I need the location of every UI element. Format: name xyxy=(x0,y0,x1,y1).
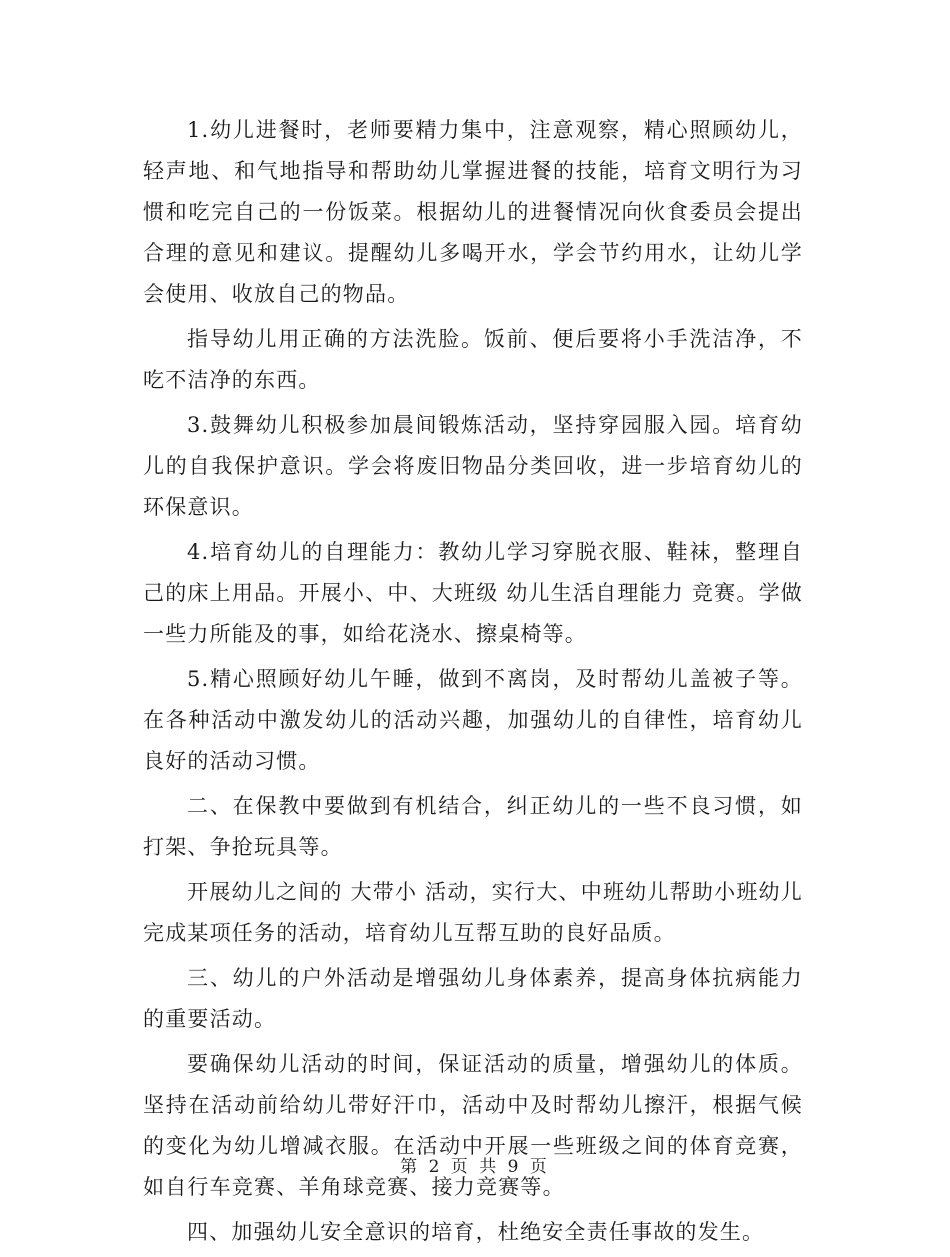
paragraph-self-care: 4.培育幼儿的自理能力：教幼儿学习穿脱衣服、鞋袜，整理自己的床上用品。开展小、中、大班级 幼儿生活自理能力 竞赛。学做一些力所能及的事，如给花浇水、擦桌椅等。 xyxy=(143,540,803,646)
paragraph-morning-exercise: 3.鼓舞幼儿积极参加晨间锻炼活动，坚持穿园服入园。培育幼儿的自我保护意识。学会将废旧物品分类回收，进一步培育幼儿的环保意识。 xyxy=(143,413,803,519)
paragraph-big-help-small: 开展幼儿之间的 大带小 活动，实行大、中班幼儿帮助小班幼儿完成某项任务的活动，培育幼儿互帮互助的良好品质。 xyxy=(143,880,803,945)
paragraph-meal-guidance: 1.幼儿进餐时，老师要精力集中，注意观察，精心照顾幼儿，轻声地、和气地指导和帮助幼儿掌握进餐的技能，培育文明行为习惯和吃完自己的一份饭菜。根据幼儿的进餐情况向伙食委员会提出合理的意见和建议。提醒幼儿多喝开水，学会节约用水，让幼儿学会使用、收放自己的物品。 xyxy=(143,118,803,306)
paragraph-nap-care: 5.精心照顾好幼儿午睡，做到不离岗，及时帮幼儿盖被子等。在各种活动中激发幼儿的活动兴趣，加强幼儿的自律性，培育幼儿良好的活动习惯。 xyxy=(143,667,803,773)
paragraph-wash-face: 指导幼儿用正确的方法洗脸。饭前、便后要将小手洗洁净，不吃不洁净的东西。 xyxy=(143,327,803,392)
paragraph-section-three: 三、幼儿的户外活动是增强幼儿身体素养，提高身体抗病能力的重要活动。 xyxy=(143,966,803,1031)
paragraph-section-four: 四、加强幼儿安全意识的培育，杜绝安全责任事故的发生。 xyxy=(187,1220,765,1244)
paragraph-outdoor-activity: 要确保幼儿活动的时间，保证活动的质量，增强幼儿的体质。坚持在活动前给幼儿带好汗巾，活动中及时帮幼儿擦汗，根据气候的变化为幼儿增减衣服。在活动中开展一些班级之间的体育竞赛，如自行车竞赛、羊角球竞赛、接力竞赛等。 xyxy=(143,1052,803,1199)
paragraph-section-two: 二、在保教中要做到有机结合，纠正幼儿的一些不良习惯，如打架、争抢玩具等。 xyxy=(143,794,803,859)
document-body xyxy=(143,110,803,1257)
page-number: 第 2 页 共 9 页 xyxy=(400,1157,550,1177)
